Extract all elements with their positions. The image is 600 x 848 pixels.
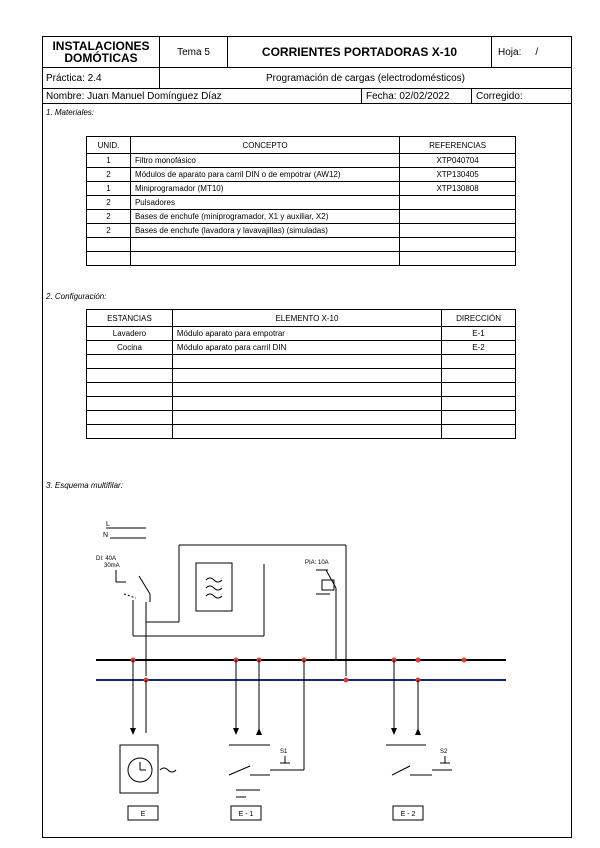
subject-title: CORRIENTES PORTADORAS X-10 bbox=[227, 36, 492, 68]
materiales-table-cell: Miniprogramador (MT10) bbox=[130, 182, 399, 196]
filter-icon bbox=[206, 578, 222, 598]
course-title-line2: DOMÓTICAS bbox=[64, 51, 138, 65]
configuracion-table-cell: Cocina bbox=[87, 341, 173, 355]
configuracion-table-column-header: DIRECCIÓN bbox=[442, 310, 516, 327]
module-E1-contact bbox=[229, 766, 250, 775]
esquema-heading: 3. Esquema multifilar: bbox=[46, 481, 123, 490]
tema-label: Tema 5 bbox=[159, 36, 228, 68]
materiales-table-cell: Bases de enchufe (miniprogramador, X1 y auxiliar, X2) bbox=[130, 210, 399, 224]
module-E2-contact bbox=[392, 766, 410, 775]
differential-breaker-symbol bbox=[116, 560, 150, 602]
label-E2: E - 2 bbox=[400, 811, 416, 818]
label-S1: S1 bbox=[280, 749, 288, 755]
breaker-label: DI: 40A bbox=[96, 556, 117, 562]
materiales-table-cell: 2 bbox=[87, 224, 131, 238]
pia-label: PIA: 10A bbox=[305, 560, 329, 566]
course-title-line1: INSTALACIONES bbox=[52, 39, 150, 53]
bus-junction-node bbox=[462, 658, 467, 663]
materiales-table-cell: Bases de enchufe (lavadora y lavavajillas) (simuladas) bbox=[130, 224, 399, 238]
bus-junctions bbox=[131, 658, 467, 683]
arrow-E1-up-icon bbox=[256, 728, 262, 735]
materiales-table-cell: 1 bbox=[87, 154, 131, 168]
configuracion-table-cell: Módulo aparato para empotrar bbox=[172, 327, 441, 341]
configuracion-table-cell: Módulo aparato para carril DIN bbox=[172, 341, 441, 355]
configuracion-table-cell: E-1 bbox=[442, 327, 516, 341]
configuracion-table-column-header: ESTANCIAS bbox=[87, 310, 173, 327]
student-name: Nombre: Juan Manuel Domínguez Díaz bbox=[42, 88, 362, 104]
corregido-field: Corregido: bbox=[471, 88, 572, 104]
materiales-table-cell: Pulsadores bbox=[130, 196, 399, 210]
materiales-heading: 1. Materiales: bbox=[46, 108, 95, 117]
materiales-table-cell: 1 bbox=[87, 182, 131, 196]
feed-label-N: N bbox=[103, 532, 109, 539]
materiales-table-cell: 2 bbox=[87, 210, 131, 224]
materiales-table-cell: XTP040704 bbox=[400, 154, 516, 168]
materiales-table-cell: XTP130808 bbox=[400, 182, 516, 196]
materiales-table-cell: Filtro monofásico bbox=[130, 154, 399, 168]
date-field: Fecha: 02/02/2022 bbox=[361, 88, 472, 104]
materiales-table-column-header: UNID. bbox=[87, 137, 131, 154]
arrow-E2-down-icon bbox=[391, 728, 397, 735]
materiales-table-cell: 2 bbox=[87, 196, 131, 210]
breaker-sensitivity: 30mA bbox=[104, 563, 120, 569]
label-E1: E - 1 bbox=[238, 811, 254, 818]
configuracion-heading: 2. Configuración: bbox=[46, 292, 107, 301]
materiales-table-cell: 2 bbox=[87, 168, 131, 182]
materiales-table-cell: Módulos de aparato para carril DIN o de empotrar (AW12) bbox=[130, 168, 399, 182]
pia-breaker-symbol bbox=[316, 570, 336, 660]
materiales-table-column-header: REFERENCIAS bbox=[400, 137, 516, 154]
bus-junction-node bbox=[344, 678, 349, 683]
feed-label-L: L bbox=[106, 521, 110, 528]
label-S2: S2 bbox=[440, 749, 448, 755]
arrow-E2-up-icon bbox=[415, 728, 421, 735]
hoja-label: Hoja: bbox=[498, 46, 522, 58]
aux-wave-icon bbox=[160, 768, 176, 772]
arrow-E-icon bbox=[130, 728, 136, 735]
materiales-table-cell: XTP130405 bbox=[400, 168, 516, 182]
practica-label: Práctica: 2.4 bbox=[42, 67, 160, 89]
hoja-value: / bbox=[535, 46, 539, 58]
materiales-table-column-header: CONCEPTO bbox=[130, 137, 399, 154]
bus-junction-node bbox=[416, 658, 421, 663]
configuracion-table-cell: Lavadero bbox=[87, 327, 173, 341]
filter-box bbox=[196, 563, 232, 611]
configuracion-table-cell: E-2 bbox=[442, 341, 516, 355]
label-E: E bbox=[140, 811, 146, 818]
configuracion-table-column-header: ELEMENTO X-10 bbox=[172, 310, 441, 327]
arrow-E1-down-icon bbox=[233, 728, 239, 735]
practica-title: Programación de cargas (electrodomésticos) bbox=[159, 67, 572, 89]
